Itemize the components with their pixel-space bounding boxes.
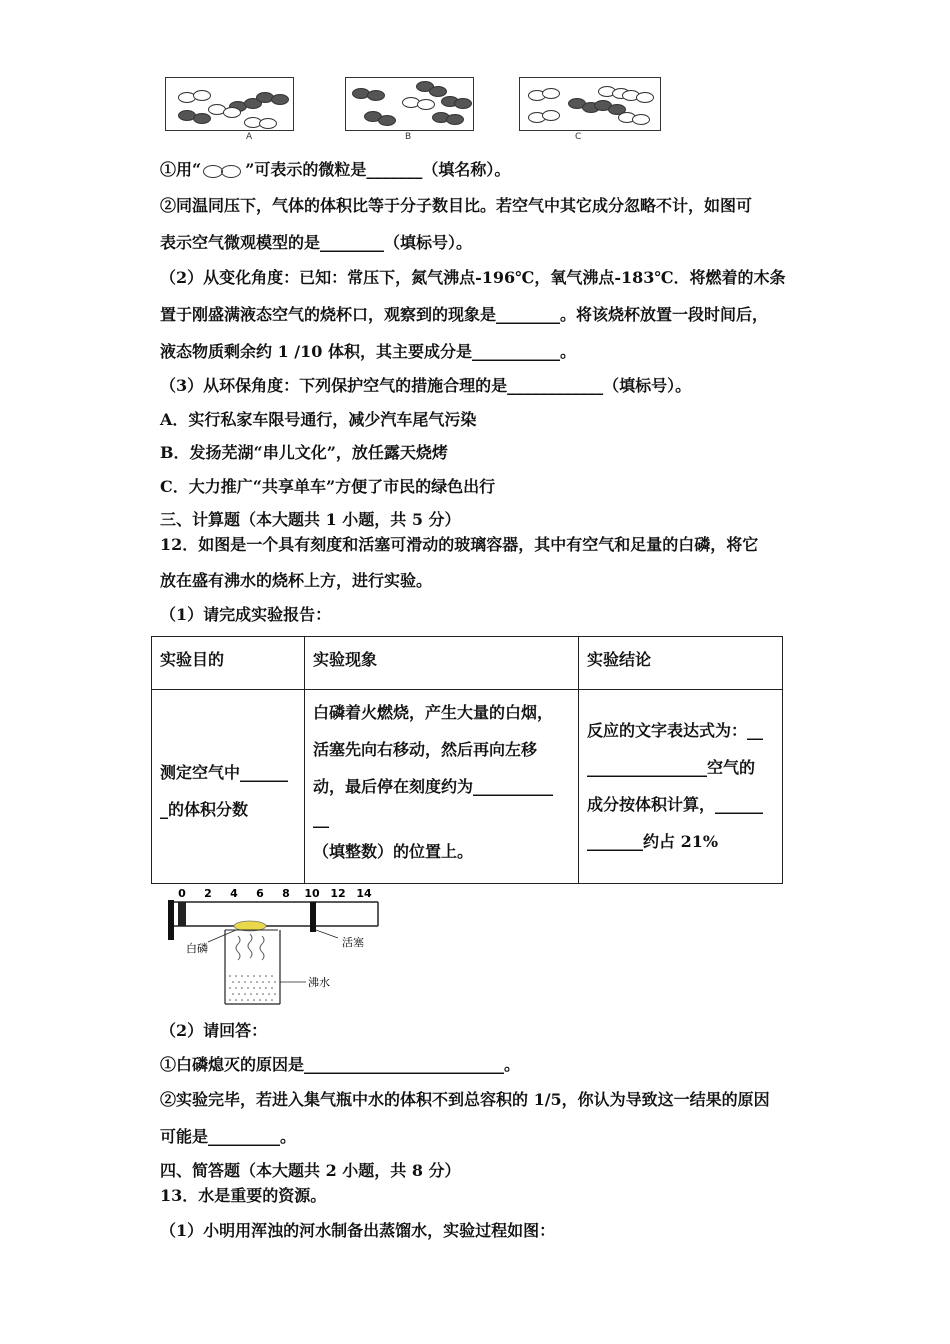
scale-tick-label: 2 xyxy=(204,887,212,900)
label-boiling-water: 沸水 xyxy=(308,976,330,989)
conclusion-line: _______________空气的 xyxy=(587,758,756,778)
label-phosphorus: 白磷 xyxy=(186,942,208,955)
q13-line: 13．水是重要的资源。 xyxy=(160,1186,327,1205)
q12-part2-line3: 可能是_________。 xyxy=(160,1127,297,1146)
apparatus-diagram xyxy=(160,884,390,1009)
table-header-purpose: 实验目的 xyxy=(152,637,305,690)
glass-tube xyxy=(168,900,378,940)
molecule-box-c xyxy=(519,77,661,131)
scale-tick-label: 4 xyxy=(230,887,238,900)
q11-part2-line3: 液态物质剩余约 1 /10 体积，其主要成分是___________。 xyxy=(160,342,576,361)
molecule-label-c: C xyxy=(575,132,582,142)
table-cell-phenomenon xyxy=(305,689,579,883)
q11-option-b: B．发扬芜湖“串儿文化”，放任露天烧烤 xyxy=(160,443,448,462)
molecule-label-b: B xyxy=(405,132,412,142)
q11-option-a: A．实行私家车限号通行，减少汽车尾气污染 xyxy=(160,410,477,429)
conclusion-line: 成分按体积计算，______ xyxy=(587,795,764,815)
q11-line1-prefix: ①用“ xyxy=(160,160,202,179)
steam-icon xyxy=(236,934,264,960)
q12-part2-title: （2）请回答： xyxy=(160,1021,268,1040)
q13-sub1: （1）小明用浑浊的河水制备出蒸馏水，实验过程如图： xyxy=(160,1221,556,1240)
q11-part2-line2: 置于刚盛满液态空气的烧杯口，观察到的现象是________。将该烧杯放置一段时间后， xyxy=(160,305,769,324)
q12-sub1: （1）请完成实验报告： xyxy=(160,605,332,624)
q11-option-c: C．大力推广“共享单车”方便了市民的绿色出行 xyxy=(160,477,496,496)
q11-line1-suffix: ”可表示的微粒是_______（填名称）。 xyxy=(245,160,511,179)
q12-line1: 12．如图是一个具有刻度和活塞可滑动的玻璃容器，其中有空气和足量的白磷，将它 xyxy=(160,535,759,554)
phenomenon-line: 白磷着火燃烧，产生大量的白烟， xyxy=(313,702,554,722)
label-piston: 活塞 xyxy=(342,936,364,949)
scale-tick-label: 12 xyxy=(330,887,346,900)
q12-line2: 放在盛有沸水的烧杯上方，进行实验。 xyxy=(160,571,433,590)
scale-tick-label: 6 xyxy=(256,887,264,900)
scale-tick-label: 10 xyxy=(304,887,320,900)
section4-title: 四、简答题（本大题共 2 小题，共 8 分） xyxy=(160,1161,461,1180)
q11-part1-line3: 表示空气微观模型的是________（填标号）。 xyxy=(160,233,473,252)
scale-tick-label: 0 xyxy=(178,887,186,900)
phenomenon-line: 动，最后停在刻度约为__________ xyxy=(313,776,554,796)
conclusion-line: 反应的文字表达式为：__ xyxy=(587,721,764,741)
table-header-phenomenon: 实验现象 xyxy=(305,637,579,690)
phenomenon-line: __ xyxy=(313,808,329,828)
phenomenon-line: 活塞先向右移动，然后再向左移 xyxy=(313,739,538,759)
table-header-conclusion: 实验结论 xyxy=(579,637,783,690)
scale-tick-label: 14 xyxy=(356,887,372,900)
piston xyxy=(310,902,316,932)
q11-part2-line1: （2）从变化角度：已知：常压下，氮气沸点-196℃，氧气沸点-183℃．将燃着的木条 xyxy=(160,268,786,287)
molecule-box-a xyxy=(165,77,294,131)
molecule-label-a: A xyxy=(246,132,253,142)
molecule-box-b xyxy=(345,77,474,131)
q12-part2-line1: ①白磷熄灭的原因是_________________________。 xyxy=(160,1055,521,1074)
table-cell-conclusion xyxy=(579,689,783,883)
purpose-line: 测定空气中______ xyxy=(160,763,289,783)
q12-part2-line2: ②实验完毕，若进入集气瓶中水的体积不到总容积的 1/5，你认为导致这一结果的原因 xyxy=(160,1090,770,1109)
table-cell-purpose xyxy=(152,689,305,883)
oxygen-molecule-icon xyxy=(201,164,245,178)
scale-tick-label: 8 xyxy=(282,887,290,900)
purpose-line: _的体积分数 xyxy=(160,800,249,820)
phenomenon-line: （填整数）的位置上。 xyxy=(313,841,474,861)
q11-part1-line1 xyxy=(160,160,510,180)
section3-title: 三、计算题（本大题共 1 小题，共 5 分） xyxy=(160,510,461,529)
q11-part1-line2: ②同温同压下，气体的体积比等于分子数目比。若空气中其它成分忽略不计，如图可 xyxy=(160,196,753,215)
beaker xyxy=(225,930,280,1004)
boiling-water xyxy=(229,975,276,1001)
conclusion-line: _______约占 21% xyxy=(587,832,719,852)
experiment-report-table xyxy=(151,636,783,884)
q11-part3-line1: （3）从环保角度：下列保护空气的措施合理的是____________（填标号）。 xyxy=(160,376,692,395)
